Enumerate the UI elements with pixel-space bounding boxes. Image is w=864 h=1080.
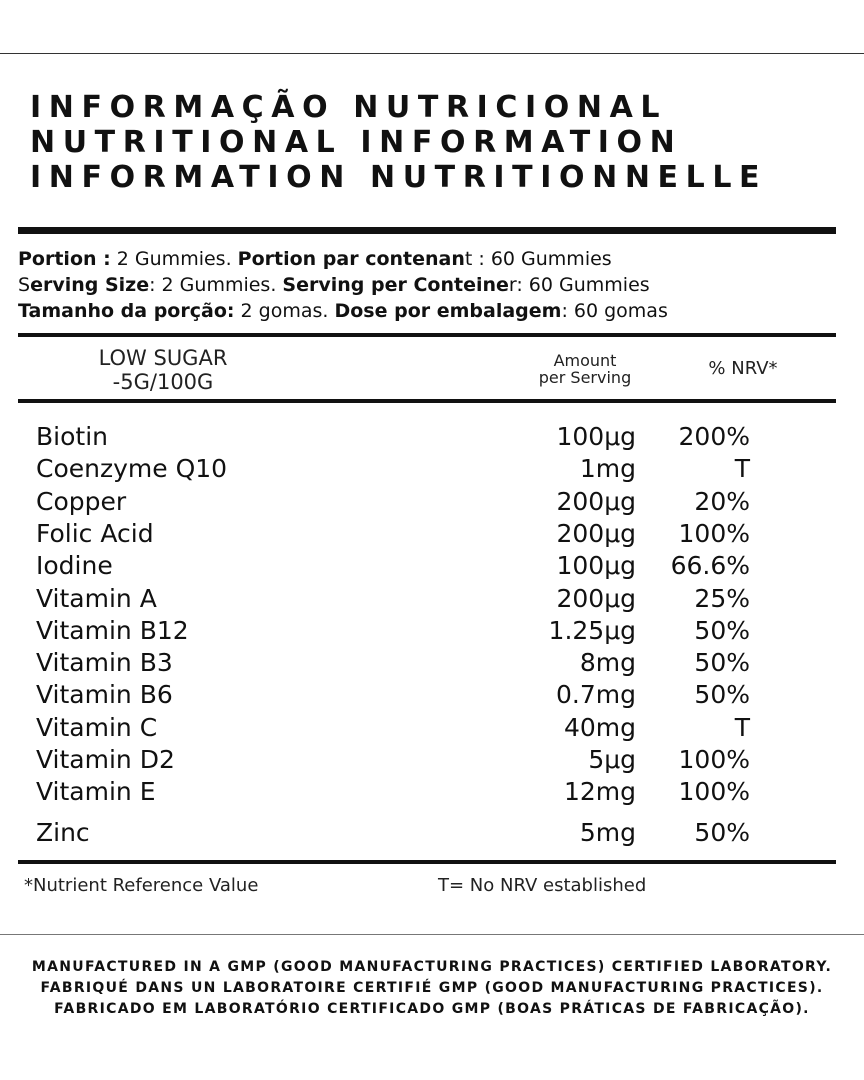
nutrient-row bbox=[0, 744, 864, 776]
nutrient-name: Iodine bbox=[36, 551, 113, 581]
nutrient-row bbox=[0, 518, 864, 550]
low-sugar-line1: LOW SUGAR bbox=[98, 346, 228, 370]
nutrient-name: Vitamin E bbox=[36, 777, 156, 807]
title-underline-bar bbox=[18, 227, 836, 234]
title-english: NUTRITIONAL INFORMATION bbox=[30, 125, 683, 160]
nutrient-amount: 200μg bbox=[556, 486, 636, 516]
nutrient-nrv: 66.6% bbox=[670, 551, 750, 581]
nutrient-row bbox=[0, 679, 864, 711]
servings-per-container-value: : 60 gomas bbox=[561, 300, 668, 322]
nutrient-row bbox=[0, 486, 864, 518]
nutrient-amount: 40mg bbox=[563, 712, 636, 742]
nutrient-nrv: 25% bbox=[694, 583, 750, 613]
nutrient-amount: 1.25μg bbox=[548, 615, 636, 645]
nutrient-amount: 5μg bbox=[588, 745, 636, 774]
servings-per-container-label: Serving per Conteine bbox=[282, 274, 509, 296]
nutrient-row bbox=[0, 817, 864, 849]
serving-value: : 2 Gummies. bbox=[149, 274, 283, 296]
nrv-header: % NRV* bbox=[708, 358, 778, 379]
gmp-statement-english: MANUFACTURED IN A GMP (GOOD MANUFACTURING PRACTICES) CERTIFIED LABORATORY. bbox=[31, 959, 833, 975]
nutrient-nrv: 200% bbox=[678, 422, 750, 451]
table-bottom-bar bbox=[18, 860, 836, 864]
gmp-statement-portuguese: FABRICADO EM LABORATÓRIO CERTIFICADO GMP (BOAS PRÁTICAS DE FABRICAÇÃO). bbox=[54, 1001, 810, 1017]
top-divider bbox=[0, 53, 864, 54]
nutrient-nrv: 20% bbox=[694, 486, 750, 516]
t-footnote: T= No NRV established bbox=[438, 875, 647, 896]
nutrient-nrv: 50% bbox=[694, 615, 750, 645]
nutrient-row bbox=[0, 583, 864, 615]
servings-per-container-value: t : 60 Gummies bbox=[464, 248, 612, 270]
nutrient-name: Folic Acid bbox=[36, 518, 154, 548]
nutrient-amount: 5mg bbox=[579, 817, 636, 847]
nutrient-nrv: T bbox=[734, 454, 750, 484]
servings-per-container-value: r: 60 Gummies bbox=[508, 274, 650, 296]
serving-line-french bbox=[18, 246, 612, 272]
serving-value: 2 Gummies. bbox=[110, 248, 238, 270]
nutrient-name: Zinc bbox=[36, 817, 90, 847]
nutrient-row bbox=[0, 421, 864, 453]
nutrient-amount: 12mg bbox=[563, 777, 636, 807]
nutrient-row bbox=[0, 776, 864, 808]
nutrient-name: Coenzyme Q10 bbox=[36, 454, 228, 484]
nutrient-name: Vitamin B3 bbox=[36, 648, 173, 678]
nutrient-amount: 8mg bbox=[579, 648, 636, 678]
amount-header-line1: Amount bbox=[553, 351, 617, 370]
serving-prefix: S bbox=[18, 274, 31, 296]
nutrient-name: Vitamin C bbox=[36, 712, 158, 742]
nutrient-row bbox=[0, 453, 864, 485]
nrv-footnote: *Nutrient Reference Value bbox=[24, 875, 259, 896]
nutrient-name: Copper bbox=[36, 486, 127, 516]
nutrient-nrv: 100% bbox=[678, 518, 750, 548]
low-sugar-claim bbox=[58, 346, 268, 394]
nutrient-nrv: 50% bbox=[694, 648, 750, 678]
title-french: INFORMATION NUTRITIONNELLE bbox=[30, 160, 768, 195]
serving-line-english bbox=[18, 272, 650, 298]
nutrient-nrv: 50% bbox=[694, 680, 750, 710]
amount-header-line2: per Serving bbox=[538, 368, 632, 387]
nutrient-nrv: T bbox=[734, 712, 750, 742]
nutrient-amount: 100μg bbox=[556, 551, 636, 581]
nutrient-row bbox=[0, 647, 864, 679]
serving-label: erving Size bbox=[30, 274, 150, 296]
amount-per-serving-header bbox=[515, 352, 655, 386]
title-portuguese: INFORMAÇÃO NUTRICIONAL bbox=[30, 90, 668, 125]
nutrient-row bbox=[0, 712, 864, 744]
nutrient-row bbox=[0, 615, 864, 647]
nutrient-name: Vitamin A bbox=[36, 583, 157, 613]
nutrient-name: Vitamin B6 bbox=[36, 680, 173, 710]
nutrient-name: Biotin bbox=[36, 422, 108, 451]
servings-per-container-label: Portion par contenan bbox=[237, 248, 465, 270]
nutrient-amount: 1mg bbox=[579, 454, 636, 484]
servings-per-container-label: Dose por embalagem bbox=[334, 300, 562, 322]
nutrient-nrv: 50% bbox=[694, 817, 750, 847]
serving-line-portuguese bbox=[18, 298, 668, 324]
header-divider-bar bbox=[18, 399, 836, 403]
nutrient-row bbox=[0, 550, 864, 582]
serving-value: 2 gomas. bbox=[234, 300, 335, 322]
nutrient-name: Vitamin B12 bbox=[36, 615, 189, 645]
nutrient-amount: 100μg bbox=[556, 422, 636, 451]
low-sugar-line2: -5G/100G bbox=[112, 370, 214, 394]
serving-divider-bar bbox=[18, 333, 836, 337]
nutrient-nrv: 100% bbox=[678, 745, 750, 774]
serving-label: Portion : bbox=[18, 248, 111, 270]
nutrient-name: Vitamin D2 bbox=[36, 745, 175, 774]
gmp-statement-french: FABRIQUÉ DANS UN LABORATOIRE CERTIFIÉ GMP (GOOD MANUFACTURING PRACTICES). bbox=[40, 980, 824, 996]
nutrient-nrv: 100% bbox=[678, 777, 750, 807]
footer-divider bbox=[0, 934, 864, 935]
nutrient-amount: 200μg bbox=[556, 518, 636, 548]
nutrient-amount: 200μg bbox=[556, 583, 636, 613]
nutrient-amount: 0.7mg bbox=[556, 680, 636, 710]
serving-label: Tamanho da porção: bbox=[18, 300, 235, 322]
